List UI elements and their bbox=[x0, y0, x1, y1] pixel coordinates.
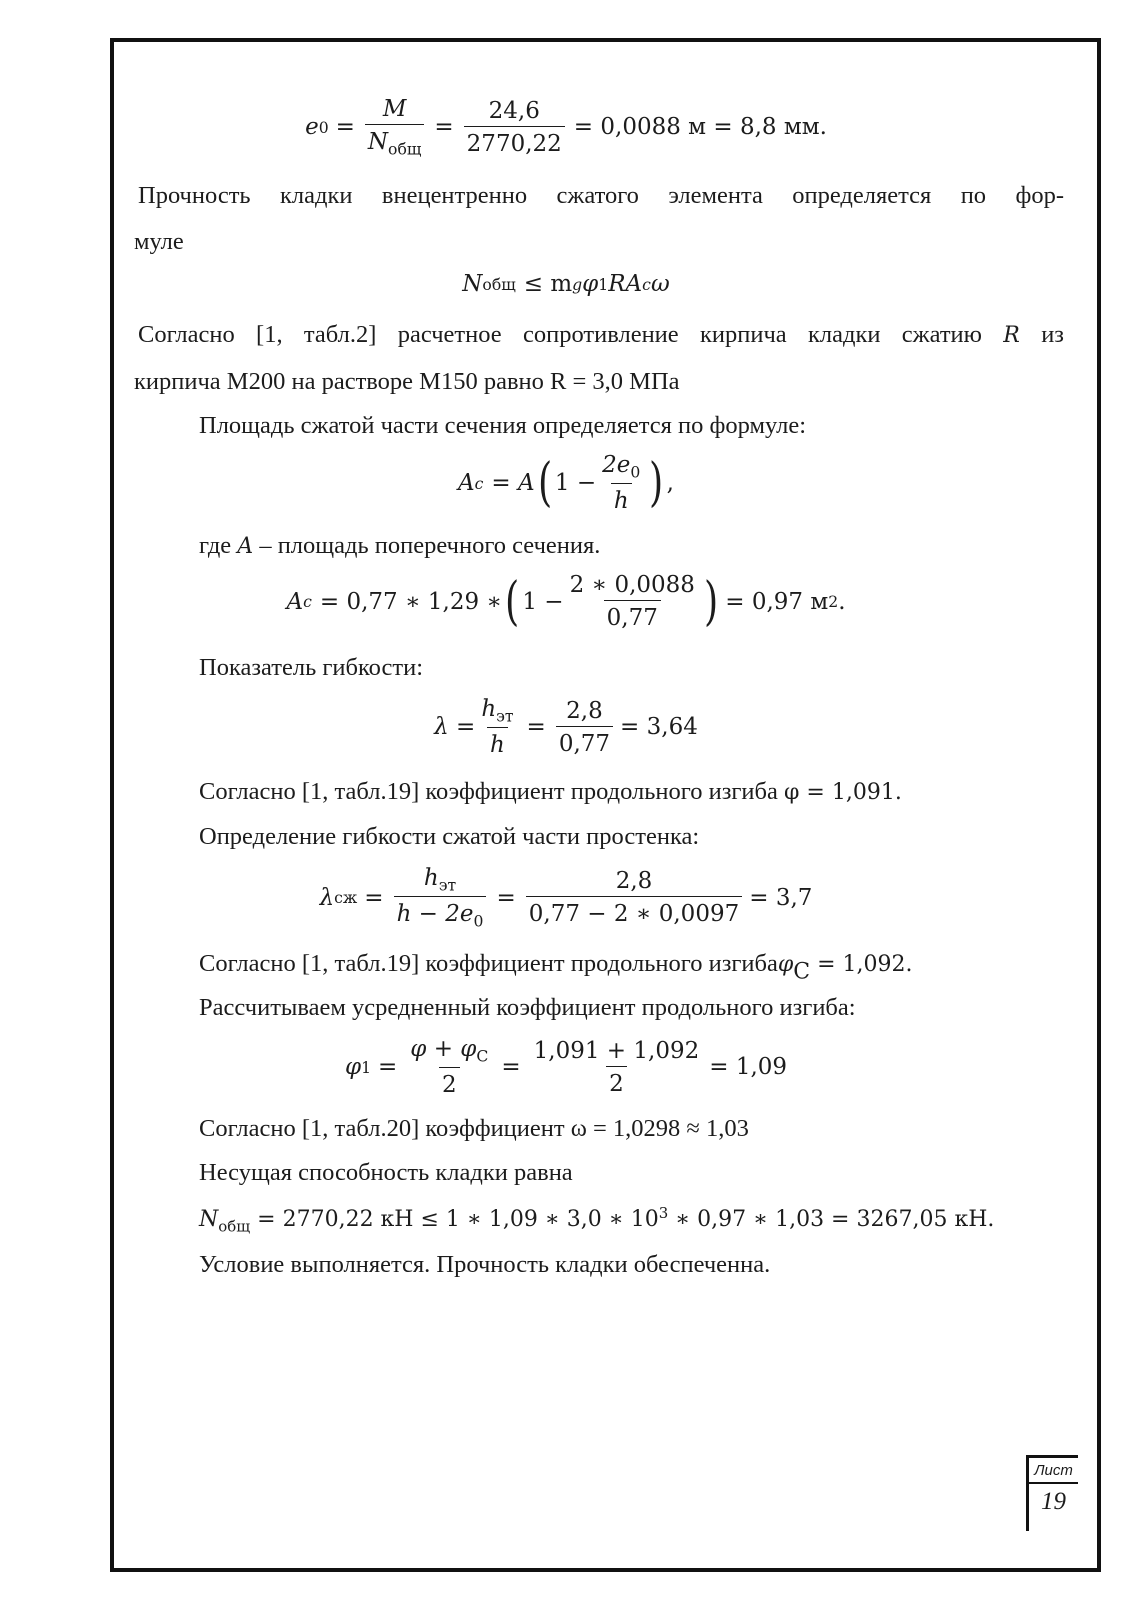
text-run: Согласно [1, табл.19] коэффициент продольного изгиба bbox=[199, 778, 785, 805]
math-symbol: e bbox=[305, 114, 319, 141]
math-superscript: 3 bbox=[658, 1204, 669, 1222]
fraction-numerator: 2 ∗ 0,0088 bbox=[569, 572, 695, 598]
fraction-numerator: φ + φ bbox=[410, 1036, 477, 1062]
fraction-numerator: M bbox=[382, 96, 407, 122]
text-run: Согласно [1, табл.19] коэффициент продольного изгиба bbox=[199, 950, 778, 977]
paragraph-line: Согласно [1, табл.20] коэффициент ω = 1,0298 ≈ 1,03 bbox=[199, 1115, 749, 1142]
paragraph-line: Определение гибкости сжатой части простенка: bbox=[199, 823, 700, 850]
paragraph-line: Несущая способность кладки равна bbox=[199, 1159, 573, 1186]
math-symbol: A bbox=[458, 470, 475, 497]
math-subscript: эт bbox=[438, 875, 457, 895]
math-punctuation: . bbox=[838, 588, 846, 615]
math-subscript: сж bbox=[334, 888, 358, 908]
math-subscript: 0 bbox=[318, 117, 329, 137]
left-parenthesis: ( bbox=[505, 571, 520, 632]
fraction bbox=[407, 1036, 491, 1098]
math-symbol: ω bbox=[650, 271, 670, 297]
formula-Ac bbox=[0, 452, 1132, 514]
fraction-denominator: 0,77 bbox=[604, 600, 661, 631]
text-run: – площадь поперечного сечения. bbox=[253, 532, 601, 559]
formula-lambda: λ = $\frac{h_{эт}}{h}$ = $\frac{2,8}{0,77}$ = 3,64 bbox=[434, 696, 698, 759]
math-subscript: С bbox=[476, 1046, 489, 1066]
math-symbol: φ bbox=[582, 271, 599, 297]
paragraph-line: кирпича М200 на растворе М150 равно R = 3,0 МПа bbox=[134, 368, 680, 395]
math-operator: 1 − bbox=[522, 588, 564, 615]
text-run: где bbox=[199, 532, 238, 559]
math-subscript: общ bbox=[218, 1217, 251, 1236]
formula-phi1: φ 1 = $\frac{\varphi + \varphi_С}{2}$ = $\frac{1,091 + 1,092}{2}$ = 1,09 bbox=[344, 1036, 788, 1099]
right-parenthesis: ) bbox=[649, 453, 664, 514]
formula-text: = 2770,22 кН ≤ 1 ∗ 1,09 ∗ 3,0 ∗ 10 bbox=[250, 1207, 659, 1233]
fraction-denominator: h bbox=[611, 483, 632, 514]
math-subscript: c bbox=[642, 274, 651, 294]
formula-text: ∗ 0,97 ∗ 1,03 = 3267,05 кН. bbox=[668, 1207, 995, 1233]
fraction-numerator: 2e bbox=[602, 452, 631, 478]
math-operator: 1 − bbox=[554, 470, 597, 497]
math-punctuation: , bbox=[666, 470, 674, 497]
math-subscript: общ bbox=[482, 274, 516, 294]
math-superscript: 2 bbox=[828, 592, 839, 611]
fraction bbox=[531, 1038, 703, 1097]
math-symbol: λ bbox=[319, 884, 335, 911]
text-run: Согласно [1, табл.2] расчетное сопротивление кирпича кладки сжатию bbox=[138, 321, 1004, 348]
paragraph-line bbox=[199, 534, 600, 559]
math-symbol: R bbox=[1003, 323, 1020, 348]
math-operator: ≤ m bbox=[523, 271, 573, 297]
paragraph-line: Рассчитываем усредненный коэффициент продольного изгиба: bbox=[199, 994, 856, 1021]
formula-result: = 3,64 bbox=[620, 714, 698, 741]
formula-result: = 1,09 bbox=[709, 1054, 788, 1081]
math-subscript: 1 bbox=[598, 274, 609, 294]
paragraph-line bbox=[199, 780, 902, 805]
math-symbol: A bbox=[286, 588, 304, 615]
math-subscript: эт bbox=[496, 706, 514, 726]
paragraph-line bbox=[138, 323, 1064, 348]
page-frame bbox=[110, 38, 1101, 1572]
fraction-denominator: 0,77 bbox=[556, 726, 613, 757]
fraction-denominator: h − 2e bbox=[396, 901, 474, 928]
paragraph-line: муле bbox=[134, 228, 184, 255]
math-subscript: 0 bbox=[473, 911, 484, 931]
math-symbol: RA bbox=[608, 271, 643, 297]
inline-formula: φ = 1,091. bbox=[784, 780, 902, 805]
math-subscript: c bbox=[303, 592, 312, 611]
left-parenthesis: ( bbox=[537, 453, 552, 514]
sheet-number: 19 bbox=[1041, 1488, 1066, 1515]
formula-lambda-compressed: λ сж = $\frac{h_{эт}}{h - 2e_0}$ = $\frac{2,8}{0,77 - 2 ∗ 0,0097}$ = 3,7 bbox=[319, 865, 813, 931]
fraction-numerator: 2,8 bbox=[615, 868, 653, 895]
paragraph-line bbox=[199, 952, 913, 984]
formula-Ac-numeric bbox=[0, 572, 1132, 631]
math-subscript: общ bbox=[388, 139, 422, 159]
math-symbol: N bbox=[462, 271, 483, 297]
fraction bbox=[526, 868, 742, 927]
fraction bbox=[365, 96, 424, 158]
fraction-numerator: 1,091 + 1,092 bbox=[533, 1037, 700, 1064]
paragraph-line: Показатель гибкости: bbox=[199, 654, 424, 681]
formula-strength bbox=[0, 271, 1132, 297]
inline-formula: = 1,092. bbox=[810, 952, 913, 977]
math-symbol: A bbox=[237, 534, 254, 559]
math-subscript: 1 bbox=[361, 1057, 372, 1077]
formula-result: = 0,0088 м = 8,8 мм. bbox=[573, 114, 827, 141]
formula-result: = 3,7 bbox=[749, 884, 813, 911]
fraction-denominator: h bbox=[487, 727, 508, 758]
fraction bbox=[394, 865, 487, 931]
formula-result: = 0,97 м bbox=[725, 588, 829, 615]
math-symbol: N bbox=[199, 1207, 219, 1233]
formula-bearing-capacity bbox=[199, 1206, 994, 1234]
fraction bbox=[464, 98, 565, 157]
fraction-numerator: h bbox=[481, 696, 497, 722]
paragraph-line: Прочность кладки внецентренно сжатого элемента определяется по фор- bbox=[138, 182, 1064, 209]
math-symbol: φ bbox=[777, 952, 794, 977]
sheet-number-box bbox=[1026, 1455, 1078, 1531]
fraction bbox=[478, 696, 516, 758]
fraction-numerator: 24,6 bbox=[488, 97, 540, 124]
fraction-numerator: h bbox=[423, 865, 439, 891]
fraction bbox=[556, 698, 613, 757]
fraction bbox=[567, 572, 698, 631]
fraction-denominator: 0,77 − 2 ∗ 0,0097 bbox=[526, 896, 742, 927]
math-operator: = 0,77 ∗ 1,29 ∗ bbox=[319, 588, 503, 615]
math-symbol: λ = bbox=[434, 714, 476, 741]
paragraph-line: Условие выполняется. Прочность кладки обеспеченна. bbox=[199, 1251, 771, 1278]
fraction-numerator: 2,8 bbox=[566, 697, 603, 724]
sheet-label: Лист bbox=[1029, 1458, 1078, 1484]
math-subscript: 0 bbox=[630, 462, 641, 482]
paragraph-line: Площадь сжатой части сечения определяется по формуле: bbox=[199, 412, 807, 439]
text-run: из bbox=[1019, 321, 1064, 348]
fraction-denominator: 2 bbox=[439, 1067, 460, 1098]
math-subscript: С bbox=[793, 959, 811, 985]
formula-e0: e 0 = $\frac{M}{N_{общ}}$ = $\frac{24,6}{2770,22}$ = 0,0088 м = 8,8 мм. bbox=[305, 96, 827, 159]
fraction-denominator: 2770,22 bbox=[464, 126, 565, 157]
math-operator: = A bbox=[491, 470, 535, 497]
math-subscript: c bbox=[474, 473, 484, 493]
right-parenthesis: ) bbox=[703, 571, 719, 632]
fraction bbox=[599, 452, 643, 514]
math-subscript: g bbox=[572, 274, 583, 294]
fraction-denominator: 2 bbox=[606, 1066, 627, 1097]
fraction-denominator: N bbox=[367, 129, 389, 155]
math-symbol: φ bbox=[344, 1054, 362, 1081]
